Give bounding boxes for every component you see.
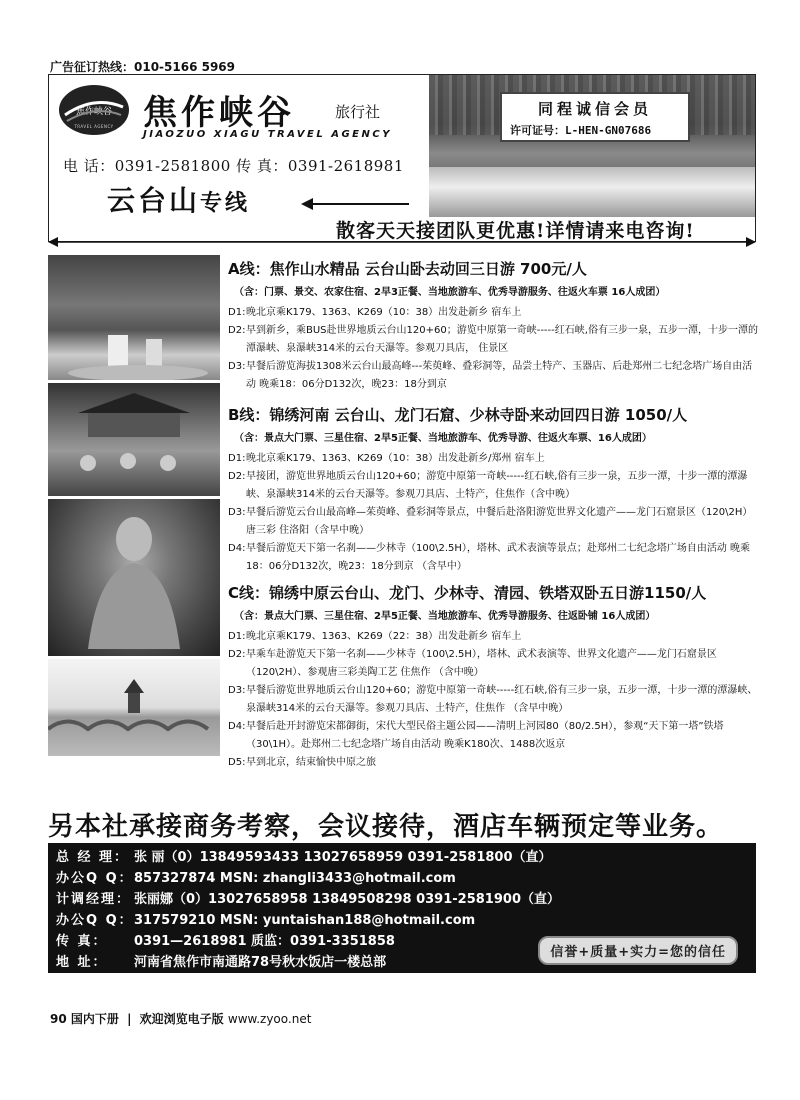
- license-number: 许可证号：L-HEN-GN07686: [510, 124, 652, 137]
- itinerary-day: [228, 322, 758, 358]
- itinerary-day: [228, 754, 758, 772]
- special-line-name: 云台山: [107, 184, 201, 217]
- day-label: D1:: [228, 307, 246, 318]
- day-text: 早餐后赴开封游览宋都御街，宋代大型民俗主题公园——清明上河园80（80/2.5H），参观“天下第一塔”铁塔（30\1H）。赴郑州二七纪念塔广场自由活动 晚乘K180次、1488次返京: [246, 721, 724, 750]
- agency-name: 焦作峡谷: [143, 93, 295, 133]
- contact-key: 总 经 理：: [56, 850, 130, 865]
- day-text: 早餐后游览云台山最高峰—茱萸峰、叠彩洞等景点，中餐后赴洛阳游览世界文化遗产——龙门石窟景区（120\2H）唐三彩 住洛阳（含早中晚）: [246, 507, 753, 536]
- day-label: D1:: [228, 453, 246, 464]
- contact-row: [56, 910, 748, 931]
- day-label: D2:: [228, 649, 246, 660]
- buddha-illustration: [48, 499, 220, 659]
- day-text: 早到新乡，乘BUS赴世界地质云台山120+60；游览中原第一奇峡-----红石峡,俗有三步一泉，五步一潭，十步一潭的潭瀑峡、泉瀑峡314米的云台天瀑等。参观刀具店， 住景区: [246, 325, 758, 354]
- double-arrow-icon: [48, 236, 756, 248]
- day-label: D4:: [228, 721, 246, 732]
- bridge-pagoda-photo: [48, 659, 220, 759]
- kungfu-photo: [48, 383, 220, 499]
- day-text: 早乘车赴游览天下第一名刹——少林寺（100\2.5H），塔林、武术表演等、世界文化遗产——龙门石窟景区（120\2H）、参观唐三彩美陶工艺 住焦作 （含中晚）: [246, 649, 717, 678]
- day-text: 早到北京，结束愉快中原之旅: [246, 757, 376, 768]
- itinerary-day: [228, 682, 758, 718]
- day-label: D4:: [228, 543, 246, 554]
- contact-key: 地 址：: [56, 955, 108, 970]
- contact-key: 办公Q Q：: [56, 913, 134, 928]
- day-label: D3:: [228, 507, 246, 518]
- contact-row: [56, 889, 748, 910]
- special-line-suffix: 专线: [200, 191, 251, 216]
- itinerary-day: [228, 628, 758, 646]
- contact-value: 857327874 MSN: zhangli3433@hotmail.com: [134, 871, 456, 886]
- day-label: D3:: [228, 685, 246, 696]
- ad-hotline: 广告征订热线：010-5166 5969: [50, 60, 236, 74]
- bridge-illustration: [48, 659, 220, 759]
- agency-logo: [59, 85, 129, 135]
- agency-phone-fax: 电 话：0391-2581800 传 真：0391-2618981: [63, 157, 404, 175]
- contact-key: 传 真：: [56, 934, 108, 949]
- route-a: [228, 258, 758, 394]
- day-text: 晚北京乘K179、1363、K269（10：38）出发赴新乡/郑州 宿车上: [246, 453, 545, 464]
- day-label: D1:: [228, 631, 246, 642]
- route-list: [228, 258, 758, 778]
- day-label: D2:: [228, 325, 246, 336]
- day-label: D3:: [228, 361, 246, 372]
- route-title: B线：锦绣河南 云台山、龙门石窟、少林寺卧来动回四日游 1050/人: [228, 406, 688, 424]
- route-title: A线：焦作山水精品 云台山卧去动回三日游 700元/人: [228, 260, 587, 278]
- logo-text: 焦作峡谷: [75, 106, 112, 117]
- footer-website[interactable]: www.zyoo.net: [227, 1012, 312, 1026]
- business-services: 另本社承接商务考察，会议接待，酒店车辆预定等业务。: [48, 812, 724, 842]
- temple-illustration: [48, 383, 220, 499]
- day-label: D5:: [228, 757, 246, 768]
- slogan: 散客天天接团队更优惠!详情请来电咨询!: [336, 220, 695, 242]
- day-label: D2:: [228, 471, 246, 482]
- itinerary-day: [228, 450, 758, 468]
- special-line-title: [107, 179, 250, 219]
- itinerary-day: [228, 304, 758, 322]
- contact-value: 张 丽（0）13849593433 13027658959 0391-2581800（直）: [134, 850, 552, 865]
- contact-panel: [48, 843, 756, 973]
- header-branding: [49, 75, 427, 217]
- contact-key: 计调经理：: [56, 892, 132, 907]
- footer-separator: |: [127, 1012, 132, 1026]
- buddha-photo: [48, 499, 220, 659]
- route-b: [228, 404, 758, 576]
- itinerary-day: [228, 504, 758, 540]
- route-includes: （含：景点大门票、三星住宿、2早5正餐、当地旅游车、优秀导游服务、往返卧铺 16人成团）: [234, 611, 656, 622]
- route-title: C线：锦绣中原云台山、龙门、少林寺、清园、铁塔双卧五日游1150/人: [228, 584, 707, 602]
- page-number: 90: [50, 1012, 67, 1026]
- contact-key: 办公Q Q：: [56, 871, 134, 886]
- member-badge: [500, 92, 690, 142]
- contact-value: 张丽娜（0）13027658958 13849508298 0391-2581900（直）: [134, 892, 560, 907]
- canyon-water: [429, 167, 756, 217]
- day-text: 晚北京乘K179、1363、K269（10：38）出发赴新乡 宿车上: [246, 307, 522, 318]
- waterfall-photo: [48, 255, 220, 383]
- itinerary-day: [228, 358, 758, 394]
- itinerary-day: [228, 540, 758, 576]
- agency-english-name: JIAOZUO XIAGU TRAVEL AGENCY: [143, 129, 392, 140]
- waterfall-illustration: [48, 255, 220, 383]
- itinerary-day: [228, 468, 758, 504]
- route-includes: （含：门票、景交、农家住宿、2早3正餐、当地旅游车、优秀导游服务、往返火车票 16人成团）: [234, 287, 666, 298]
- page-footer: [50, 1010, 311, 1027]
- contact-value: 河南省焦作市南通路78号秋水饭店一楼总部: [134, 955, 387, 970]
- logo-subtext: TRAVEL AGENCY: [74, 124, 114, 129]
- footer-section: 国内下册: [70, 1012, 119, 1026]
- footer-tagline: 欢迎浏览电子版: [139, 1012, 224, 1026]
- contact-value: 317579210 MSN: yuntaishan188@hotmail.com: [134, 913, 476, 928]
- day-text: 早接团，游览世界地质云台山120+60；游览中原第一奇峡-----红石峡,俗有三步一泉，五步一潭，十步一潭的潭瀑峡、泉瀑峡314米的云台天瀑等。参观刀具店、土特产，住焦作（含中晚）: [246, 471, 748, 500]
- contact-row: [56, 868, 748, 889]
- contact-value: 0391—2618981 质监：0391-3351858: [134, 934, 395, 949]
- itinerary-day: [228, 718, 758, 754]
- agency-suffix: 旅行社: [335, 103, 381, 121]
- member-title: 同程诚信会员: [537, 100, 652, 118]
- arrow-left-icon: [301, 197, 411, 211]
- route-includes: （含：景点大门票、三星住宿、2早5正餐、当地旅游车、优秀导游、往返火车票、16人成团）: [234, 433, 652, 444]
- day-text: 晚北京乘K179、1363、K269（22：38）出发赴新乡 宿车上: [246, 631, 522, 642]
- trust-badge: 信誉+质量+实力=您的信任: [538, 936, 738, 965]
- contact-row: [56, 847, 748, 868]
- day-text: 早餐后游览天下第一名刹——少林寺（100\2.5H），塔林、武术表演等景点；赴郑州二七纪念塔广场自由活动 晚乘18：06分D132次，晚23：18分到京 （含早中）: [246, 543, 751, 572]
- itinerary-day: [228, 646, 758, 682]
- route-c: [228, 582, 758, 772]
- photo-column: [48, 255, 220, 759]
- day-text: 早餐后游览世界地质云台山120+60；游览中原第一奇峡-----红石峡,俗有三步一泉，五步一潭，十步一潭的潭瀑峡、泉瀑峡314米的云台天瀑等。参观刀具店、土特产，住焦作 （含早中晚）: [246, 685, 758, 714]
- day-text: 早餐后游览海拔1308米云台山最高峰---茱萸峰、叠彩洞等，品尝土特产、玉器店、后赴郑州二七纪念塔广场自由活动 晚乘18：06分D132次，晚23：18分到京: [246, 361, 753, 390]
